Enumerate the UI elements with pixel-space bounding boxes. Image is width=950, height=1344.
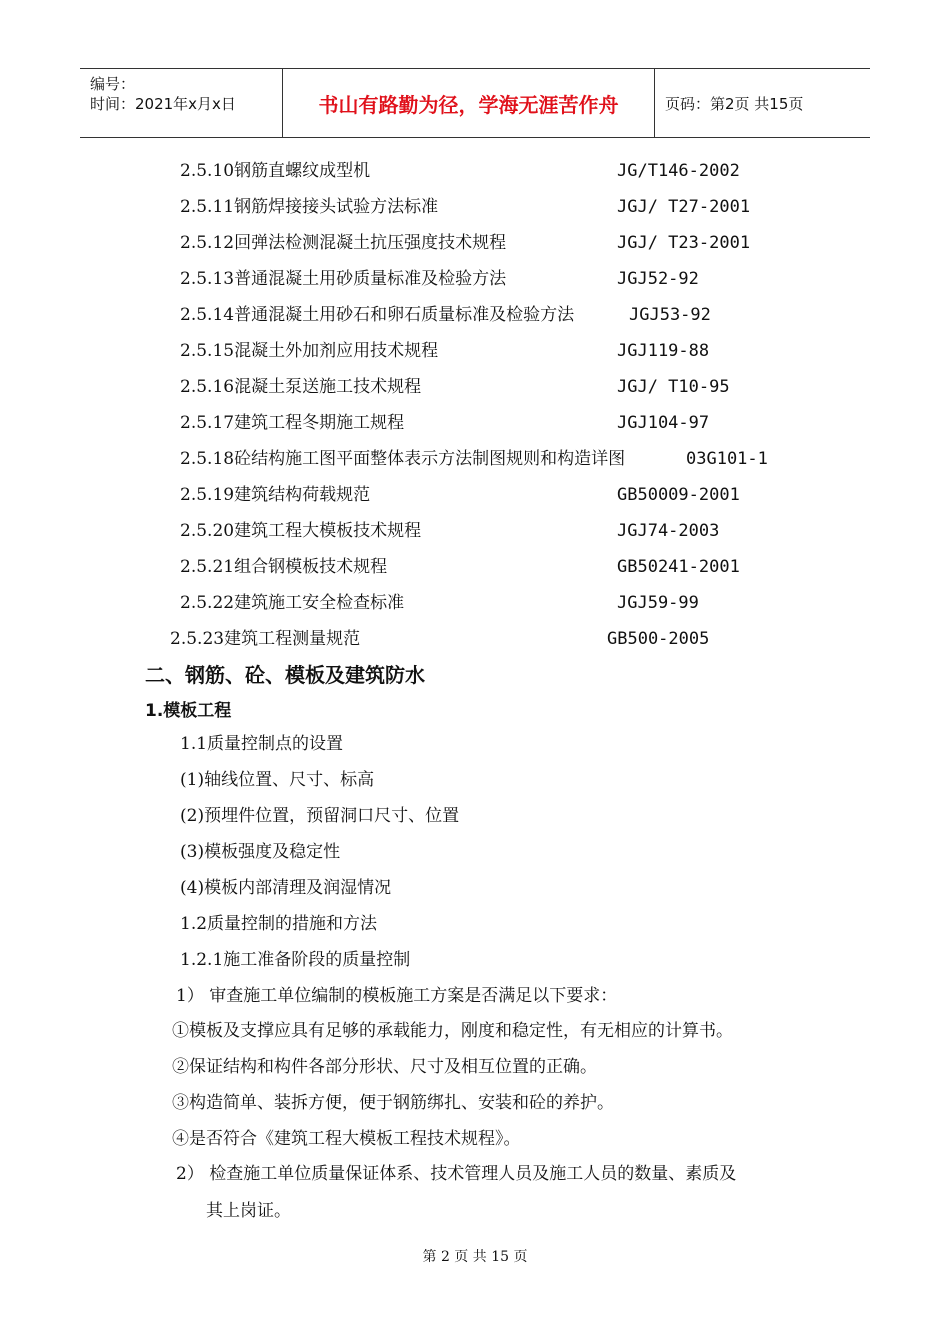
standard-name-20: 2.5.20建筑工程大模板技术规程 [180,521,422,541]
standard-name-19: 2.5.19建筑结构荷载规范 [180,485,371,505]
standard-name-10: 2.5.10钢筋直螺纹成型机 [180,161,371,181]
standard-code-20: JGJ74-2003 [617,521,720,541]
standard-code-16: JGJ/ T10-95 [617,377,730,397]
body-line: (3)模板强度及稳定性 [180,842,341,862]
standard-name-13: 2.5.13普通混凝土用砂质量标准及检验方法 [180,269,507,289]
standard-name-11: 2.5.11钢筋焊接接头试验方法标准 [180,197,439,217]
date-label: 时间：2021年x月x日 [90,95,236,113]
body-line: 其上岗证。 [206,1201,291,1221]
standard-code-22: JGJ59-99 [617,593,699,613]
standard-code-18: 03G101-1 [686,449,768,469]
standard-code-14: JGJ53-92 [629,305,711,325]
standard-code-10: JG/T146-2002 [617,161,740,181]
body-line: 1.2.1施工准备阶段的质量控制 [180,950,411,970]
standard-name-21: 2.5.21组合钢模板技术规程 [180,557,388,577]
body-line: 2） 检查施工单位质量保证体系、技术管理人员及施工人员的数量、素质及 [176,1164,737,1184]
section-2-title: 二、钢筋、砼、模板及建筑防水 [145,663,425,687]
number-label: 编号： [90,75,136,93]
body-line: (1)轴线位置、尺寸、标高 [180,770,375,790]
page-footer: 第 2 页 共 15 页 [422,1249,528,1265]
body-line: ③构造简单、装拆方便，便于钢筋绑扎、安装和砼的养护。 [172,1093,614,1113]
standard-name-14: 2.5.14普通混凝土用砂石和卵石质量标准及检验方法 [180,305,575,325]
standard-name-23: 2.5.23建筑工程测量规范 [170,629,361,649]
standard-code-13: JGJ52-92 [617,269,699,289]
standard-code-17: JGJ104-97 [617,413,710,433]
standard-code-23: GB500-2005 [607,629,710,649]
standard-code-19: GB50009-2001 [617,485,740,505]
standard-code-15: JGJ119-88 [617,341,710,361]
standard-code-12: JGJ/ T23-2001 [617,233,751,253]
standard-name-17: 2.5.17建筑工程冬期施工规程 [180,413,405,433]
standard-code-11: JGJ/ T27-2001 [617,197,751,217]
body-line: ①模板及支撑应具有足够的承载能力，刚度和稳定性，有无相应的计算书。 [172,1021,733,1041]
body-line: 1.2质量控制的措施和方法 [180,914,378,934]
body-line: ④是否符合《建筑工程大模板工程技术规程》。 [172,1129,521,1149]
standard-name-18: 2.5.18砼结构施工图平面整体表示方法制图规则和构造详图 [180,449,626,469]
header-motto: 书山有路勤为径，学海无涯苦作舟 [283,69,655,137]
standard-name-15: 2.5.15混凝土外加剂应用技术规程 [180,341,439,361]
standard-name-22: 2.5.22建筑施工安全检查标准 [180,593,405,613]
body-line: (4)模板内部清理及润湿情况 [180,878,392,898]
document-header [80,68,870,138]
standard-code-21: GB50241-2001 [617,557,740,577]
body-line: 1.1质量控制点的设置 [180,734,344,754]
standard-name-16: 2.5.16混凝土泵送施工技术规程 [180,377,422,397]
standard-name-12: 2.5.12回弹法检测混凝土抗压强度技术规程 [180,233,507,253]
body-line: ②保证结构和构件各部分形状、尺寸及相互位置的正确。 [172,1057,597,1077]
header-meta-cell [80,69,283,137]
subsection-1-title: 1.模板工程 [145,701,232,721]
body-line: 1） 审查施工单位编制的模板施工方案是否满足以下要求： [176,986,618,1006]
header-page-label: 页码：第2页 共15页 [665,94,804,113]
body-line: (2)预埋件位置，预留洞口尺寸、位置 [180,806,460,826]
